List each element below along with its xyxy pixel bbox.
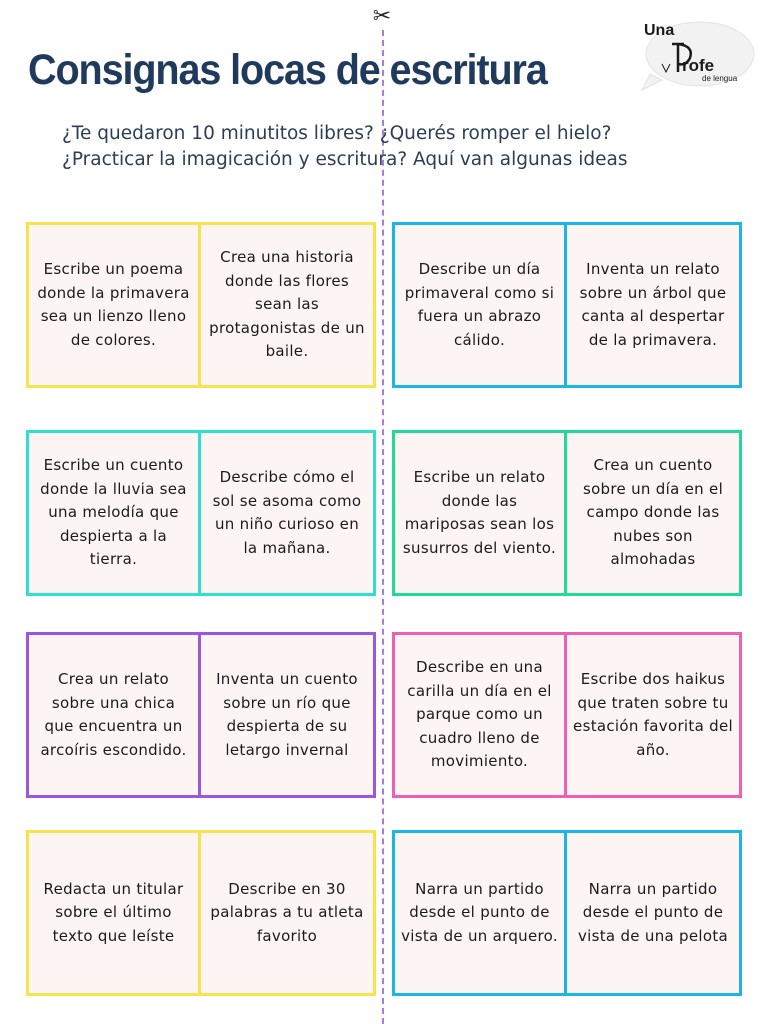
prompt-card [392,830,567,996]
prompt-text: Describe cómo el sol se asoma como un niño curioso en la mañana. [212,468,362,557]
prompt-card [567,830,742,996]
prompt-text: Describe en una carilla un día en el parque como un cuadro lleno de movimiento. [407,658,552,771]
scissors-icon: ✂ [372,4,392,29]
prompt-card [567,430,742,596]
prompt-text: Crea una historia donde las flores sean las protagonistas de un baile. [209,248,365,361]
card-group-r2-right [392,430,742,596]
card-group-r1-left [26,222,376,388]
logo-text-sub: de lengua [702,74,738,83]
card-group-r3-right [392,632,742,798]
prompt-text: Escribe un cuento donde la lluvia sea una melodía que despierta a la tierra. [40,456,187,569]
prompt-text: Redacta un titular sobre el último texto que leíste [43,879,184,945]
prompt-card [392,222,567,388]
prompt-card [201,830,376,996]
intro-line-1: ¿Te quedaron 10 minutitos libres? ¿Querés romper el hielo? [62,123,612,144]
logo-text-profe: rofe [682,56,715,75]
logo-text-una: Una [644,22,675,39]
prompt-card [392,632,567,798]
prompt-text: Crea un relato sobre una chica que encuentra un arcoíris escondido. [40,670,187,759]
prompt-card [201,632,376,798]
card-group-r1-right [392,222,742,388]
card-group-r3-left [26,632,376,798]
prompt-text: Crea un cuento sobre un día en el campo donde las nubes son almohadas [582,456,724,569]
prompt-text: Escribe un poema donde la primavera sea un lienzo lleno de colores. [37,260,190,349]
prompt-text: Inventa un relato sobre un árbol que canta al despertar de la primavera. [579,260,727,349]
card-group-r2-left [26,430,376,596]
intro-line-2: ¿Practicar la imagicación y escritura? Aquí van algunas ideas [62,149,628,170]
prompt-card [26,430,201,596]
prompt-card [26,222,201,388]
prompt-text: Describe en 30 palabras a tu atleta favorito [210,879,364,945]
page-title: Consignas locas de escritura [28,46,547,94]
card-group-r4-left [26,830,376,996]
cut-line [382,30,384,1024]
prompt-card [201,222,376,388]
prompt-text: Narra un partido desde el punto de vista de un arquero. [401,879,558,945]
intro-text [62,121,722,173]
prompt-text: Narra un partido desde el punto de vista de una pelota [577,879,729,945]
logo [632,18,756,96]
prompt-card [26,632,201,798]
card-group-r4-right [392,830,742,996]
prompt-card [567,222,742,388]
prompt-text: Escribe dos haikus que traten sobre tu estación favorita del año. [573,670,733,759]
prompt-card [201,430,376,596]
prompt-card [392,430,567,596]
prompt-text: Escribe un relato donde las mariposas sean los susurros del viento. [402,468,557,557]
prompt-text: Describe un día primaveral como si fuera un abrazo cálido. [404,260,555,349]
prompt-text: Inventa un cuento sobre un río que despierta de su letargo invernal [216,670,358,759]
prompt-card [567,632,742,798]
prompt-card [26,830,201,996]
